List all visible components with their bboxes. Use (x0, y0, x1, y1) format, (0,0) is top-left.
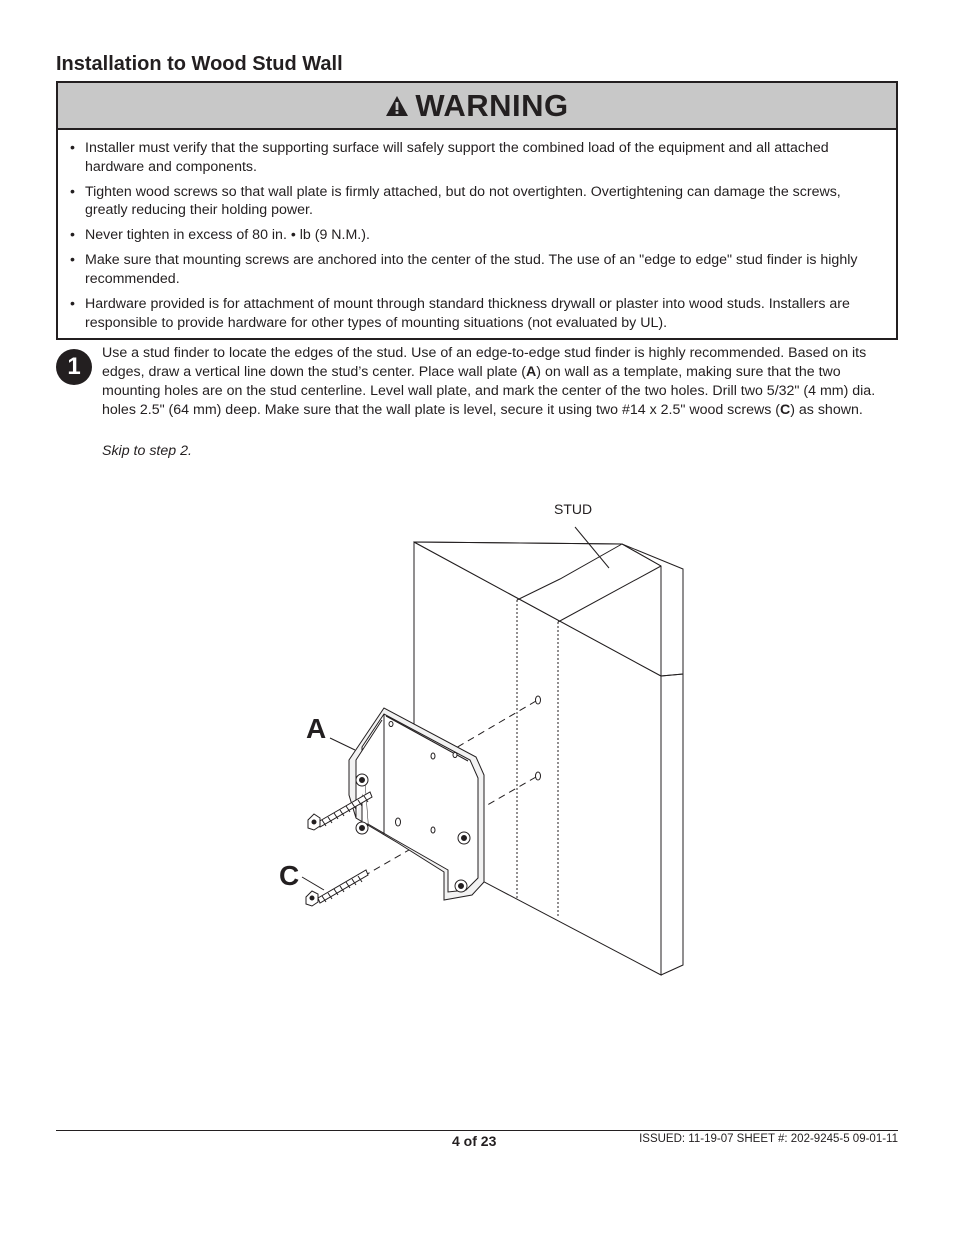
issued-info: ISSUED: 11-19-07 SHEET #: 202-9245-5 09-01-11 (639, 1133, 898, 1145)
part-label-a: A (306, 713, 327, 744)
warning-item: • Tighten wood screws so that wall plate is firmly attached, but do not overtighten. Overtightening can damage the screws, greatly reducing their holding power. (70, 183, 841, 219)
step-instructions: Use a stud finder to locate the edges of the stud. Use of an edge-to-edge stud finder is highly recommended. Based on its edges, draw a vertical line down the stud’s center. Place wall plate (A) on wall as a template, making sure that the two mounting holes are on the stud centerline. Level wall plate, and mark the center of the two holes. Drill two 5/32" (4 mm) dia. holes 2.5" (64 mm) deep. Make sure that the wall plate is level, secure it using two #14 x 2.5" wood screws (C) as shown. (102, 345, 876, 418)
ref-wall-plate: A (526, 364, 537, 380)
skip-note: Skip to step 2. (102, 443, 192, 459)
section-title: Installation to Wood Stud Wall (56, 53, 343, 75)
warning-item: • Make sure that mounting screws are anchored into the center of the stud. The use of an "edge to edge" stud finder is highly recommended. (70, 252, 858, 288)
footer-divider (56, 1130, 898, 1131)
warning-box (56, 81, 898, 340)
warning-item: • Hardware provided is for attachment of mount through standard thickness drywall or plaster into wood studs. Installers are responsible to provide hardware for other types of mounting situations (not evaluated by UL). (70, 296, 850, 331)
warning-title: WARNING (415, 87, 569, 123)
stud-label: STUD (554, 501, 593, 517)
warning-triangle-icon (385, 95, 409, 117)
warning-list (58, 130, 896, 332)
leader-line-c (302, 877, 324, 890)
warning-item: • Installer must verify that the supporting surface will safely support the combined load of the equipment and all attached hardware and components. (70, 140, 829, 175)
leader-line-a (330, 738, 355, 750)
step-number-badge: 1 (56, 349, 92, 385)
warning-header (58, 83, 896, 130)
ref-wood-screws: C (780, 402, 791, 418)
wood-screw-lower (306, 870, 368, 906)
warning-item: • Never tighten in excess of 80 in. • lb (9 N.M.). (70, 227, 370, 244)
page-number: 4 of 23 (452, 1133, 497, 1149)
part-label-c: C (279, 860, 300, 891)
installation-diagram (270, 490, 710, 990)
